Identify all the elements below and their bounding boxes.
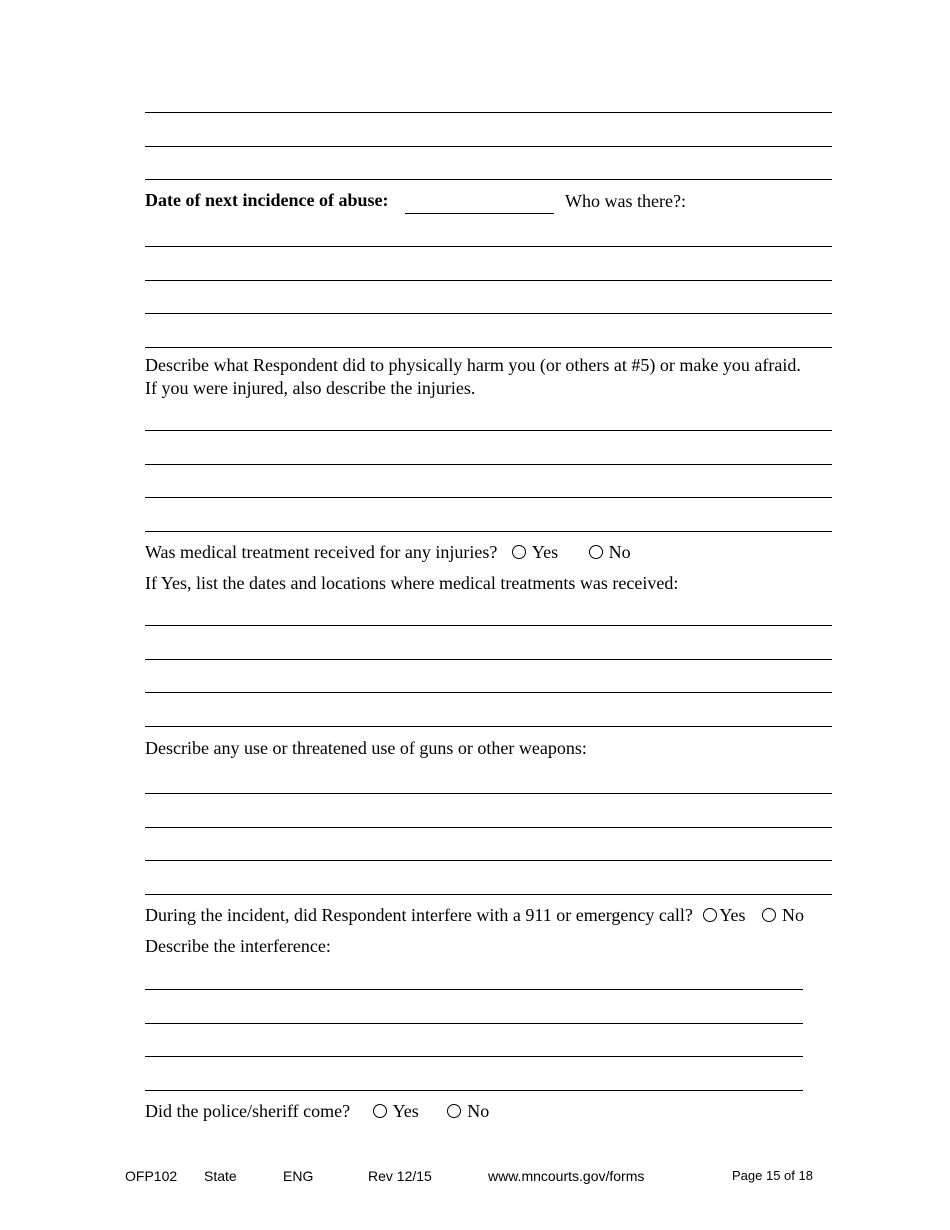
police-question: Did the police/sheriff come? <box>145 1101 351 1121</box>
answer-line[interactable] <box>145 280 832 281</box>
footer-language: ENG <box>283 1168 314 1184</box>
emergency-no-label: No <box>782 905 805 925</box>
footer-website[interactable]: www.mncourts.gov/forms <box>488 1168 645 1184</box>
police-no-label: No <box>467 1101 490 1121</box>
police-yes-option[interactable] <box>373 1100 419 1122</box>
radio-icon[interactable] <box>512 545 526 559</box>
police-yes-label: Yes <box>392 1101 419 1121</box>
emergency-no-option[interactable] <box>762 904 804 926</box>
radio-icon[interactable] <box>447 1104 461 1118</box>
answer-line[interactable] <box>145 827 832 828</box>
medical-no-label: No <box>608 542 631 562</box>
harm-description-prompt-line1: Describe what Respondent did to physically harm you (or others at #5) or make you afraid. <box>145 355 801 375</box>
medical-treatment-row <box>145 541 631 563</box>
footer-form-code: OFP102 <box>125 1168 178 1184</box>
answer-line[interactable] <box>145 989 803 990</box>
emergency-yes-option[interactable] <box>703 904 745 926</box>
answer-line[interactable] <box>145 179 832 180</box>
answer-line[interactable] <box>145 531 832 532</box>
answer-line[interactable] <box>145 726 832 727</box>
footer-revision: Rev 12/15 <box>368 1168 432 1184</box>
police-no-option[interactable] <box>447 1100 489 1122</box>
harm-description-prompt-line2: If you were injured, also describe the injuries. <box>145 378 476 398</box>
answer-line[interactable] <box>145 430 832 431</box>
answer-line[interactable] <box>145 146 832 147</box>
footer-page-number: Page 15 of 18 <box>732 1168 813 1183</box>
answer-line[interactable] <box>145 313 832 314</box>
answer-line[interactable] <box>145 464 832 465</box>
answer-line[interactable] <box>145 246 832 247</box>
answer-line[interactable] <box>145 347 832 348</box>
medical-yes-option[interactable] <box>512 541 558 563</box>
police-row <box>145 1100 489 1122</box>
radio-icon[interactable] <box>703 908 717 922</box>
radio-icon[interactable] <box>762 908 776 922</box>
answer-line[interactable] <box>145 692 832 693</box>
answer-line[interactable] <box>145 1056 803 1057</box>
answer-line[interactable] <box>145 625 832 626</box>
emergency-call-question: During the incident, did Respondent interfere with a 911 or emergency call? <box>145 905 693 925</box>
radio-icon[interactable] <box>373 1104 387 1118</box>
who-was-there-label: Who was there?: <box>565 191 686 211</box>
answer-line[interactable] <box>145 659 832 660</box>
weapons-prompt: Describe any use or threatened use of guns or other weapons: <box>145 738 587 758</box>
answer-line[interactable] <box>145 894 832 895</box>
date-of-abuse-field[interactable] <box>405 213 554 214</box>
emergency-call-row <box>145 904 804 926</box>
medical-treatment-question: Was medical treatment received for any injuries? <box>145 542 498 562</box>
date-of-abuse-label: Date of next incidence of abuse: <box>145 190 389 210</box>
answer-line[interactable] <box>145 112 832 113</box>
answer-line[interactable] <box>145 1090 803 1091</box>
radio-icon[interactable] <box>589 545 603 559</box>
medical-no-option[interactable] <box>589 541 631 563</box>
emergency-yes-label: Yes <box>719 905 746 925</box>
answer-line[interactable] <box>145 793 832 794</box>
answer-line[interactable] <box>145 497 832 498</box>
answer-line[interactable] <box>145 860 832 861</box>
medical-followup-prompt: If Yes, list the dates and locations where medical treatments was received: <box>145 573 679 593</box>
medical-yes-label: Yes <box>531 542 559 562</box>
answer-line[interactable] <box>145 1023 803 1024</box>
footer-jurisdiction: State <box>204 1168 237 1184</box>
interference-prompt: Describe the interference: <box>145 936 331 956</box>
